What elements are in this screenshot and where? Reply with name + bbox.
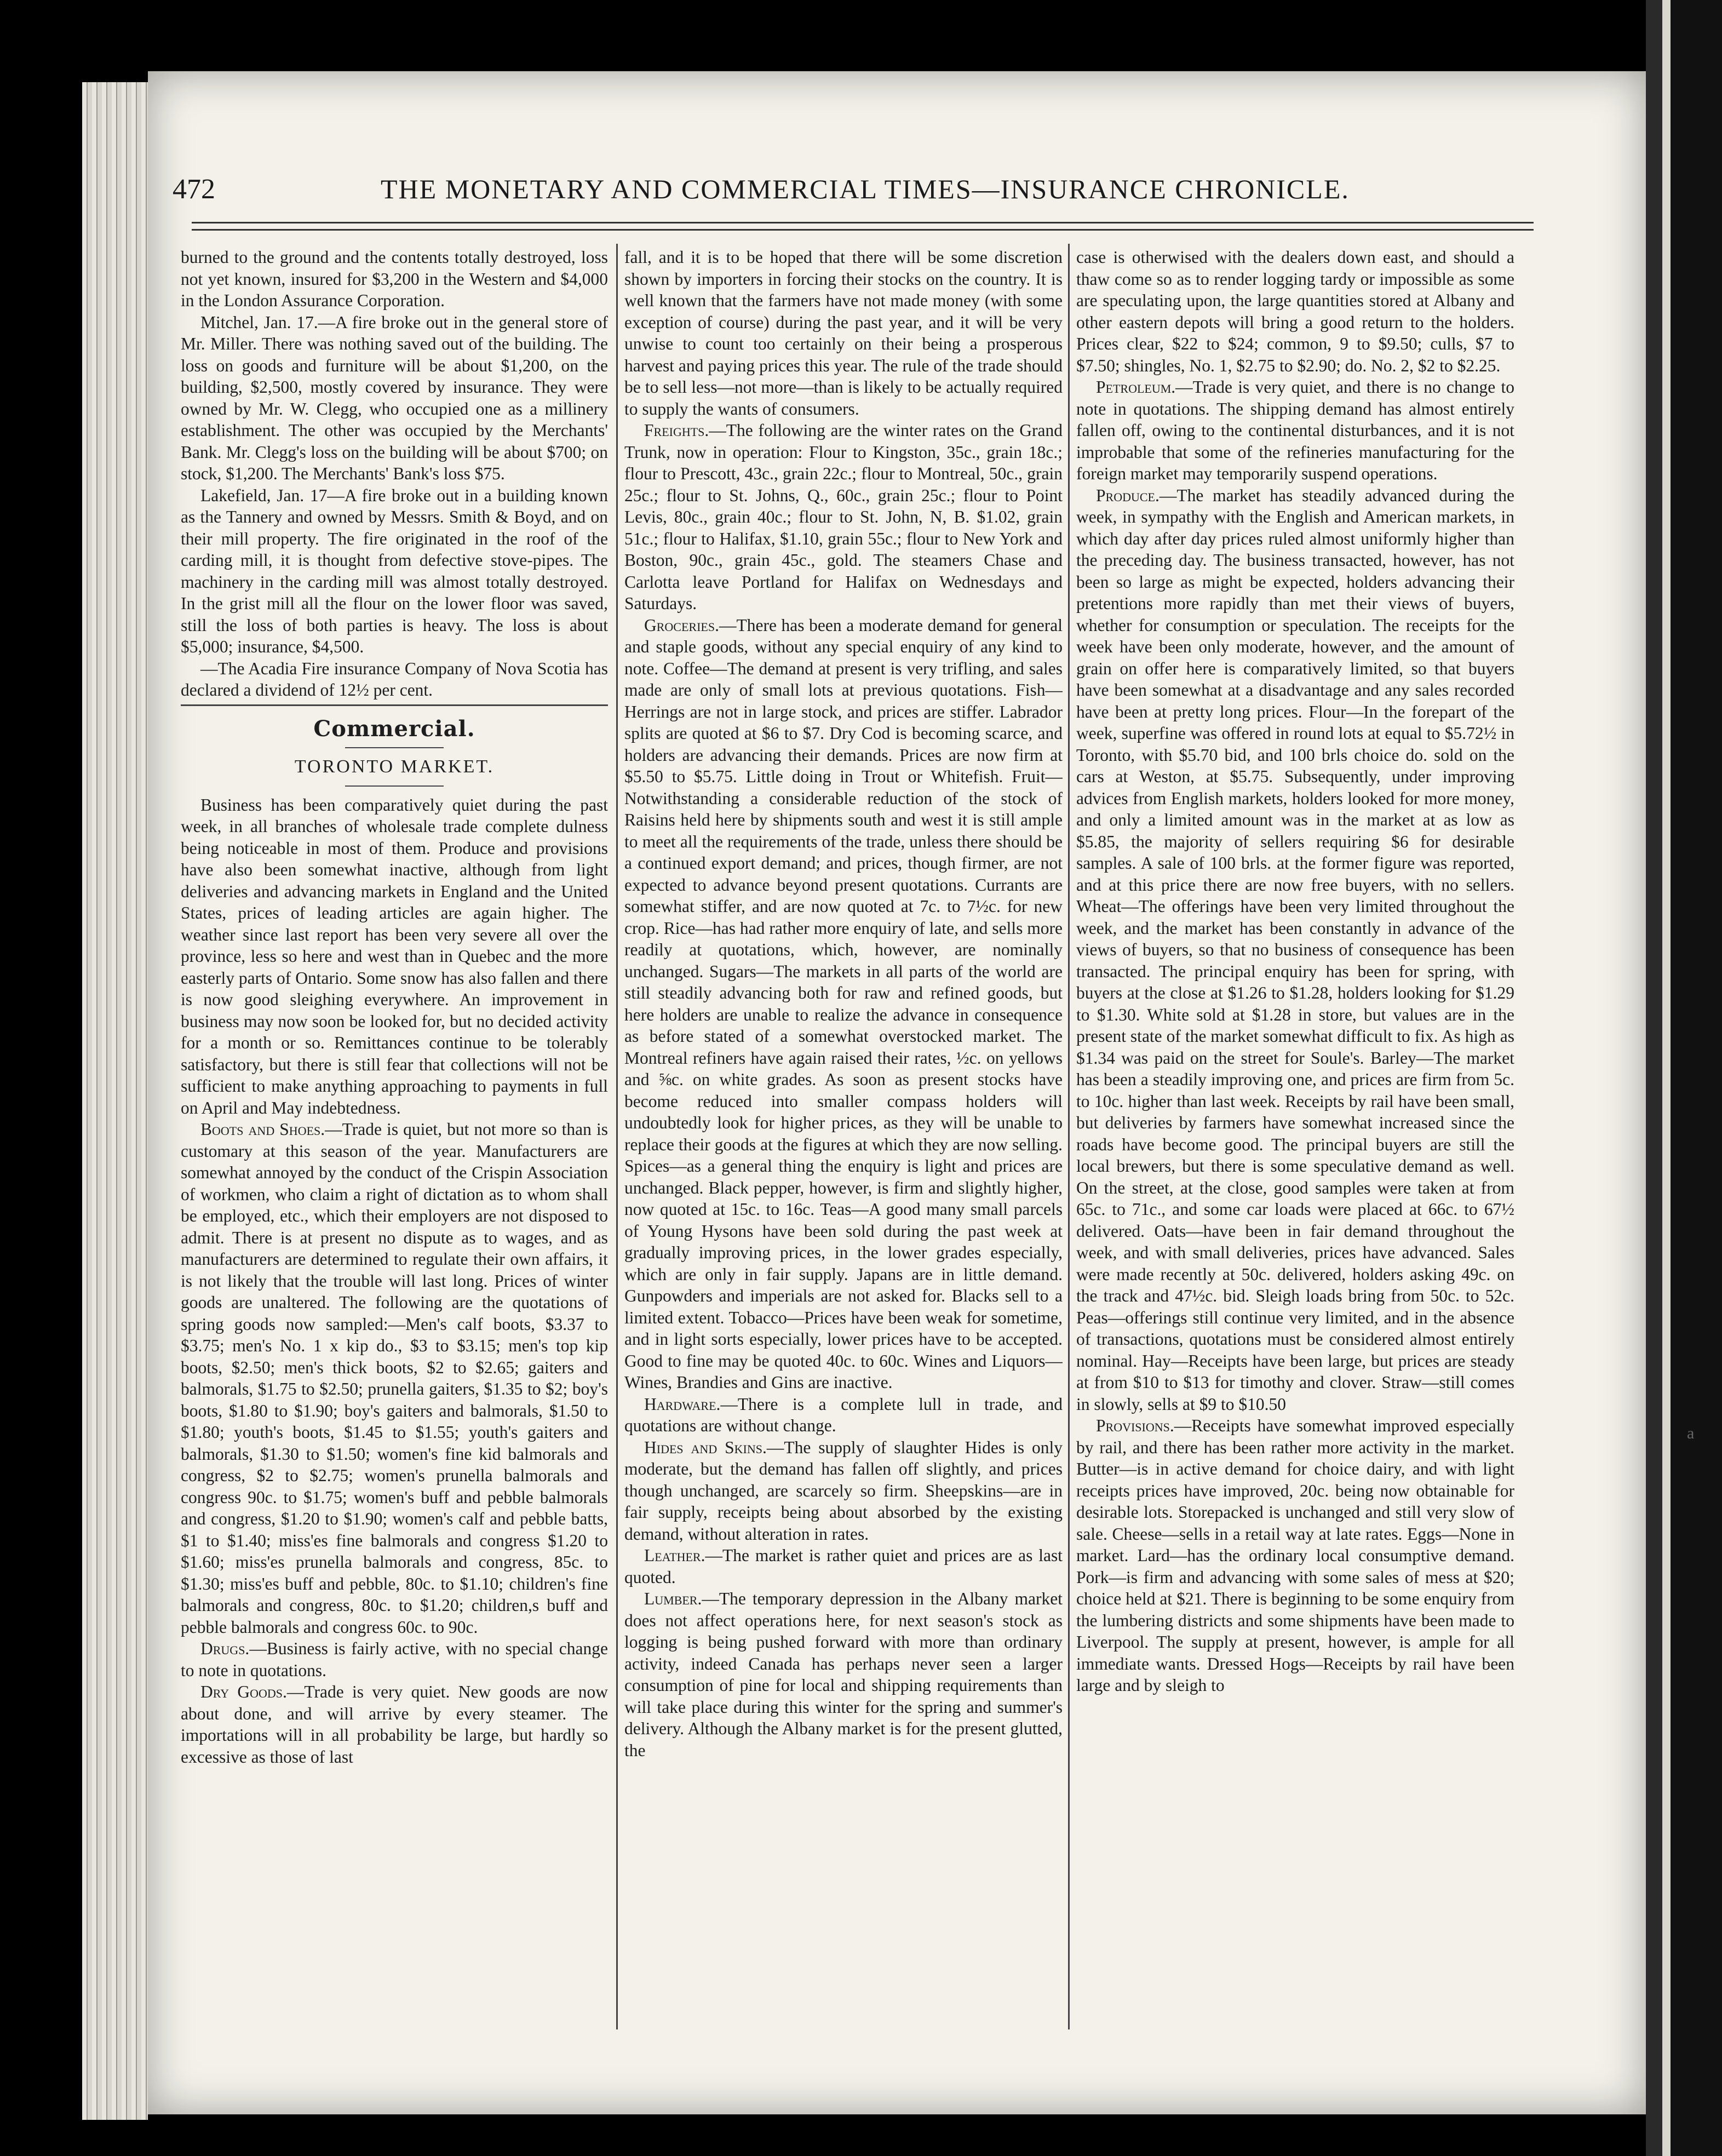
label-groceries: Groceries.	[644, 615, 719, 635]
column-2	[624, 246, 1063, 2109]
section-rule	[181, 704, 608, 706]
paragraph-drugs	[181, 1638, 608, 1681]
label-lumber: Lumber.	[644, 1589, 702, 1608]
column-divider-1	[616, 244, 618, 2029]
running-title: THE MONETARY AND COMMERCIAL TIMES—INSURANCE CHRONICLE.	[381, 174, 1350, 204]
label-boots: Boots and Shoes.	[200, 1120, 325, 1139]
text-groceries: —There has been a moderate demand for general and staple goods, without any special enquiry of any kind to note. Coffee—The demand at present is very trifling, and sales made are only of small lots at previous quotations. Fish—Herrings are not in large stock, and prices are stiffer. Labrador splits are quoted at $6 to $7. Dry Cod is becoming scarce, and holders are advancing their demands. Prices are now firm at $5.50 to $5.75. Little doing in Trout or Whitefish. Fruit—Notwithstanding a considerable reduction of the stock of Raisins held here by shipments south and west it is still ample to meet all the requirements of the trade, unless there should be a continued export demand; and prices, though firmer, are not expected to advance beyond present quotations. Currants are somewhat stiffer, and are now quoted at 7c. to 7½c. for new crop. Rice—has had rather more enquiry of late, and sells more readily at quotations, which, however, are nominally unchanged. Sugars—The markets in all parts of the world are still steadily advancing both for raw and refined goods, but here holders are unable to realize the advance in consequence as before stated of a somewhat overstocked market. The Montreal refiners have again raised their rates, ½c. on yellows and ⅝c. on white grades. As soon as present stocks have become reduced into smaller compass holders will undoubtedly look for higher prices, as they will be unable to replace their goods at the figures at which they are now selling. Spices—as a general thing the enquiry is light and prices are unchanged. Black pepper, however, is firm and slightly higher, now quoted at 15c. to 16c. Teas—A good many small parcels of Young Hysons have been sold during the past week at gradually improving prices, in the lower grades especially, which are only in fair supply. Japans are in little demand. Gunpowders and imperials are not asked for. Blacks sell to a limited extent. Tobacco—Prices have been weak for sometime, and in light sorts especially, lower prices have to be accepted. Good to fine may be quoted 40c. to 60c. Wines and Liquors—Wines, Brandies and Gins are inactive.	[624, 615, 1063, 1392]
paragraph-lumber	[624, 1588, 1063, 1761]
column-3	[1076, 246, 1514, 2109]
paragraph-mitchel: Mitchel, Jan. 17.—A fire broke out in the general store of Mr. Miller. There was nothing saved out of the building. The loss on goods and furniture will be about $1,200, on the building, $2,500, mostly covered by insurance. They were owned by Mr. W. Clegg, who occupied one as a millinery establishment. The other was occupied by the Merchants' Bank. Mr. Clegg's loss on the building will be about $700; on stock, $1,200. The Merchants' Bank's loss $75.	[181, 312, 608, 483]
label-petroleum: Petroleum.	[1096, 377, 1176, 397]
header-rule-bottom	[192, 229, 1534, 231]
label-hides: Hides and Skins.	[644, 1437, 767, 1457]
column-divider-2	[1068, 244, 1070, 2029]
section-divider	[345, 747, 444, 748]
label-provisions: Provisions.	[1096, 1416, 1174, 1435]
paragraph-hardware	[624, 1394, 1063, 1437]
paragraph-fall: fall, and it is to be hoped that there will be some discretion shown by importers in forcing their stocks on the country. It is well known that the farmers have not made money (with some exception of course) during the past year, and it will be very unwise to count too certainly on their being a prosperous harvest and paying prices this year. The rule of the trade should be to sell less—not more—than is likely to be actually required to supply the wants of consumers.	[624, 248, 1063, 418]
text-produce: —The market has steadily advanced during the week, in sympathy with the English and American markets, in which day after day prices ruled almost uniformly higher than the preceding day. The business transacted, however, has not been so large as might be expected, holders advancing their pretentions more rapidly than met their views of buyers, whether for consumption or speculation. The receipts for the week have been only moderate, however, and the amount of grain on offer here is comparatively limited, so that buyers have been somewhat at a disadvantage and any sales recorded have been at pretty long prices. Flour—In the forepart of the week, superfine was offered in round lots at equal to $5.72½ in Toronto, with $5.70 bid, and 100 brls choice do. sold on the cars at Weston, at $5.75. Subsequently, under improving advices from English markets, holders looked for more money, and only a limited amount was in the market at as low as $5.85, the majority of sellers requiring $6 for desirable samples. A sale of 100 brls. at the former figure was reported, and at this price there are now free buyers, with no sellers. Wheat—The offerings have been very limited throughout the week, and the market has been constantly in advance of the views of buyers, so that no business of consequence has been transacted. The principal enquiry has been for spring, with buyers at the close at $1.26 to $1.28, holders looking for $1.29 to $1.30. White sold at $1.28 in store, but values are in the present state of the market somewhat difficult to fix. As high as $1.34 was paid on the street for Soule's. Barley—The market has been a steadily improving one, and prices are firm from 5c. to 10c. higher than last week. Receipts by rail have been small, but deliveries by farmers have somewhat increased since the roads have become good. The principal buyers are still the local brewers, but there is some speculative demand as well. On the street, at the close, good samples were taken at from 65c. to 71c., and some car loads were placed at 66c. to 67½ delivered. Oats—have been in fair demand throughout the week, and with small deliveries, prices have advanced. Sales were made recently at 50c. delivered, holders asking 49c. on the track and 47½c. bid. Sleigh loads bring from 50c. to 52c. Peas—offerings still continue very limited, and in the absence of transactions, quotations must be considered almost entirely nominal. Hay—Receipts have been large, but prices are steady at from $10 to $13 for timothy and clover. Straw—still comes in slowly, sells at $9 to $10.50	[1076, 485, 1514, 1414]
label-hardware: Hardware.	[644, 1394, 721, 1414]
label-produce: Produce.	[1096, 485, 1160, 505]
label-drugs: Drugs.	[200, 1639, 250, 1658]
text-lumber: —The temporary depression in the Albany market does not affect operations here, for next season's stock as logging is being pushed forward with more than ordinary activity, indeed Canada has perhaps never seen a larger consumption of pine for local and shipping requirements than will take place during this winter for the spring and summer's delivery. Although the Albany market is for the present glutted, the	[624, 1589, 1063, 1760]
label-leather: Leather.	[644, 1546, 705, 1565]
page-header	[173, 170, 1591, 214]
paragraph-lakefield: Lakefield, Jan. 17—A fire broke out in a building known as the Tannery and owned by Messrs. Smith & Boyd, and on their mill property. The fire originated in the roof of the carding mill, it is thought from defective stove-pipes. The machinery in the carding mill was almost totally destroyed. In the grist mill all the flour on the lower floor was saved, still the loss of both parties is heavy. The loss is about $5,000; insurance, $4,500.	[181, 485, 608, 656]
paragraph-boots	[181, 1119, 608, 1638]
paragraph-business: Business has been comparatively quiet during the past week, in all branches of wholesale trade complete dulness being noticeable in most of them. Produce and provisions have also been somewhat inactive, although from light deliveries and advancing markets in England and the United States, prices of leading articles are again higher. The weather since last report has been very severe all over the province, less so here and west than in Quebec and the more easterly parts of Ontario. Some snow has also fallen and there is now good sleighing everywhere. An improvement in business may now soon be looked for, but no decided activity for a month or so. Remittances continue to be tolerably satisfactory, but there is still fear that collections will not be sufficient to make anything approaching to payments in full on April and May indebtedness.	[181, 795, 608, 1117]
book-binding-edge	[82, 82, 148, 2120]
paragraph-acadia: —The Acadia Fire insurance Company of Nova Scotia has declared a dividend of 12½ per cent.	[181, 658, 608, 699]
header-rule-top	[192, 222, 1534, 223]
paragraph-dry-goods	[181, 1681, 608, 1768]
paragraph-provisions	[1076, 1415, 1514, 1696]
text-hides: —The supply of slaughter Hides is only moderate, but the demand has fallen off slightly, and prices though unchanged, are scarcely so firm. Sheepskins—are in fair supply, receipts being about absorbed by the existing demand, without alteration in rates.	[624, 1437, 1063, 1544]
label-freights: Freights.	[644, 421, 709, 440]
text-boots: —Trade is quiet, but not more so than is customary at this season of the year. Manufacturers are somewhat annoyed by the conduct of the Crispin Association of workmen, who claim a right of dictation as to whom shall be employed, etc., which their employers are not disposed to admit. There is at present no dispute as to wages, and as manufacturers are determined to regulate their own affairs, it is not likely that the trouble will last long. Prices of winter goods are unaltered. The following are the quotations of spring goods now sampled:—Men's calf boots, $3.37 to $3.75; men's No. 1 x kip do., $3 to $3.15; men's top kip boots, $2.50; men's thick boots, $2 to $2.65; gaiters and balmorals, $1.75 to $2.50; prunella gaiters, $1.35 to $2; boy's boots, $1.80 to $1.90; boy's gaiters and balmorals, $1.50 to $1.80; youth's boots, $1.45 to $1.55; youth's gaiters and balmorals, $1.30 to $1.50; women's fine kid balmorals and congress, $2 to $2.75; women's prunella balmorals and congress 90c. to $1.75; women's buff and pebble balmorals and congress, $1.20 to $1.90; women's calf and pebble batts, $1 to $1.40; miss'es fine balmorals and congress $1.20 to $1.60; miss'es prunella balmorals and congress, 85c. to $1.30; miss'es buff and pebble, 80c. to $1.10; children's fine balmorals and congress, 80c. to $1.20; children,s buff and pebble balmorals and congress 60c. to 90c.	[181, 1120, 608, 1637]
paragraph-case: case is otherwised with the dealers down east, and should a thaw come so as to render logging tardy or impossible as some are speculating upon, the large quantities stored at Albany and other eastern depots will bring a good return to the holders. Prices clear, $22 to $24; common, 9 to $9.50; culls, $7 to $7.50; shingles, No. 1, $2.75 to $2.90; do. No. 2, $2 to $2.25.	[1076, 248, 1514, 375]
scan-right-edge	[1646, 0, 1722, 2156]
text-dry-goods: —Trade is very quiet. New goods are now about done, and will arrive by every steamer. The importations will in all probability be large, but hardly so excessive as those of last	[181, 1682, 608, 1767]
text-provisions: —Receipts have somewhat improved especially by rail, and there has been rather more activity in the market. Butter—is in active demand for choice dairy, and with light receipts prices have improved, 20c. being now obtainable for desirable lots. Storepacked is unchanged and still very slow of sale. Cheese—sells in a retail way at late rates. Eggs—None in market. Lard—has the ordinary local consumptive demand. Pork—is firm and advancing with some sales of mess at $20; choice held at $21. There is beginning to be some enquiry from the lumbering districts and some shipments have been made to Liverpool. The supply at present, however, is ample for all immediate wants. Dressed Hogs—Receipts by rail have been large and by sleigh to	[1076, 1416, 1514, 1695]
margin-mark: a	[1687, 1424, 1695, 1442]
page-number: 472	[173, 174, 215, 205]
paragraph-hides	[624, 1437, 1063, 1545]
paragraph-burned: burned to the ground and the contents totally destroyed, loss not yet known, insured for $3,200 in the Western and $4,000 in the London Assurance Corporation.	[181, 248, 608, 310]
paragraph-leather	[624, 1545, 1063, 1588]
paragraph-freights	[624, 420, 1063, 615]
text-hardware: —There is a complete lull in trade, and quotations are without change.	[624, 1394, 1063, 1435]
label-dry-goods: Dry Goods.	[200, 1682, 287, 1701]
text-petroleum: —Trade is very quiet, and there is no change to note in quotations. The shipping demand has almost entirely fallen off, owing to the continental disturbances, and it is not improbable that some of the refineries manufacturing for the foreign market may temporarily suspend operations.	[1076, 377, 1514, 483]
subheading-toronto-market: TORONTO MARKET.	[294, 756, 495, 777]
text-freights: —The following are the winter rates on the Grand Trunk, now in operation: Flour to Kingston, 35c., grain 18c.; flour to Prescott, 43c., grain 22c.; flour to Montreal, 50c., grain 25c.; flour to St. Johns, Q., 60c., grain 25c.; flour to Point Levis, 80c., grain 40c.; flour to St. John, N, B. $1.02, grain 51c.; flour to Halifax, $1.10, grain 55c.; flour to New York and Boston, 90c., grain 45c., gold. The steamers Chase and Carlotta leave Portland for Halifax on Wednesdays and Saturdays.	[624, 421, 1063, 613]
paragraph-produce	[1076, 485, 1514, 1415]
section-heading-commercial: Commercial.	[313, 715, 475, 742]
paragraph-groceries	[624, 615, 1063, 1394]
paragraph-petroleum	[1076, 376, 1514, 485]
text-drugs: —Business is fairly active, with no special change to note in quotations.	[181, 1639, 608, 1680]
column-1	[181, 246, 608, 2109]
text-leather: —The market is rather quiet and prices are as last quoted.	[624, 1546, 1063, 1587]
subheading-divider	[345, 785, 444, 787]
